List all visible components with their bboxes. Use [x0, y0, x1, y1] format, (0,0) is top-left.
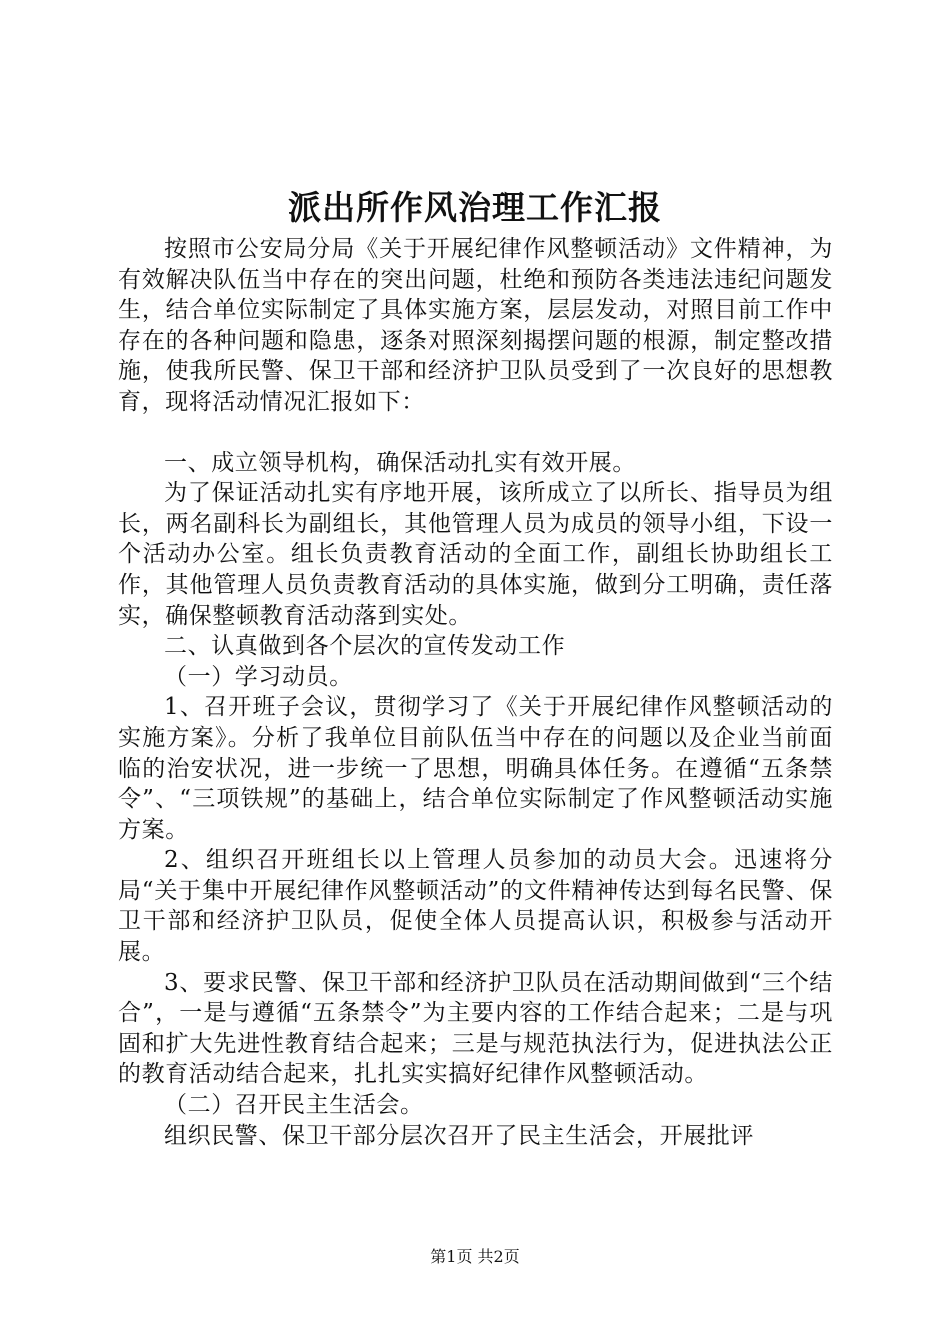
paragraph-section-1-heading: 一、成立领导机构，确保活动扎实有效开展。	[164, 449, 636, 476]
paragraph-item-3: 3、要求民警、保卫干部和经济护卫队员在活动期间做到“三个结合”，一是与遵循“五条禁令”为主要内容的工作结合起来；二是与巩固和扩大先进性教育结合起来；三是与规范执法行为，促进执法公正的教育活动结合起来，扎扎实实搞好纪律作风整顿活动。	[118, 969, 833, 1088]
paragraph-subsection-2-heading: （二）召开民主生活会。	[164, 1092, 424, 1119]
paragraph-subsection-2-body: 组织民警、保卫干部分层次召开了民主生活会，开展批评	[164, 1122, 754, 1149]
document-title: 派出所作风治理工作汇报	[288, 188, 662, 227]
document-body	[118, 234, 833, 1151]
page-number-footer: 第1页 共2页	[430, 1247, 520, 1266]
paragraph-item-1: 1、召开班子会议，贯彻学习了《关于开展纪律作风整顿活动的实施方案》。分析了我单位目前队伍当中存在的问题以及企业当前面临的治安状况，进一步统一了思想，明确具体任务。在遵循“五条禁令”、“三项铁规”的基础上，结合单位实际制定了作风整顿活动实施方案。	[118, 694, 833, 843]
paragraph-item-2: 2、组织召开班组长以上管理人员参加的动员大会。迅速将分局“关于集中开展纪律作风整顿活动”的文件精神传达到每名民警、保卫干部和经济护卫队员，促使全体人员提高认识，积极参与活动开展。	[118, 847, 833, 966]
paragraph-subsection-1-heading: （一）学习动员。	[164, 663, 353, 690]
paragraph-intro: 按照市公安局分局《关于开展纪律作风整顿活动》文件精神，为有效解决队伍当中存在的突出问题，杜绝和预防各类违法违纪问题发生，结合单位实际制定了具体实施方案，层层发动，对照目前工作中存在的各种问题和隐患，逐条对照深刻揭摆问题的根源，制定整改措施，使我所民警、保卫干部和经济护卫队员受到了一次良好的思想教育，现将活动情况汇报如下：	[118, 236, 833, 415]
paragraph-section-1-body: 为了保证活动扎实有序地开展，该所成立了以所长、指导员为组长，两名副科长为副组长，其他管理人员为成员的领导小组，下设一个活动办公室。组长负责教育活动的全面工作，副组长协助组长工作，其他管理人员负责教育活动的具体实施，做到分工明确，责任落实，确保整顿教育活动落到实处。	[118, 480, 833, 629]
paragraph-section-2-heading: 二、认真做到各个层次的宣传发动工作	[164, 633, 566, 660]
